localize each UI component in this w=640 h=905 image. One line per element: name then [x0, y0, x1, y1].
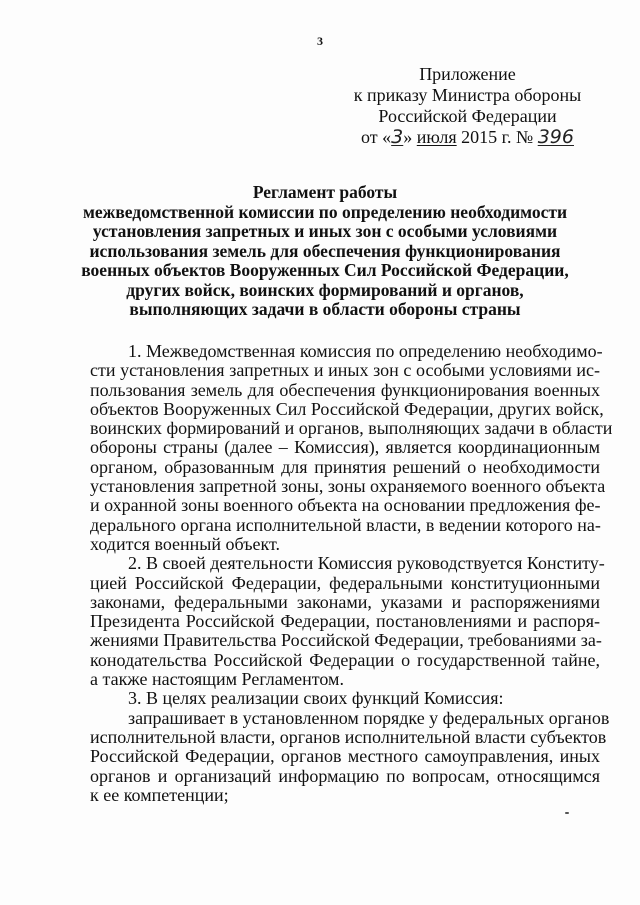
body-line: жениями Правительства Российской Федерации, требованиями за-	[90, 630, 602, 651]
heading-line: военных объектов Вооруженных Сил Российской Федерации,	[81, 260, 569, 280]
body-line: пользования земель для обеспечения функционирования военных	[90, 379, 600, 400]
body-line: 3. В целях реализации своих функций Комиссия:	[128, 688, 504, 709]
body-line: исполнительной власти, органов исполнительной власти субъектов	[90, 726, 607, 747]
body-line: 1. Межведомственная комиссия по определению необходимо-	[128, 341, 603, 361]
body-line: конодательства Российской Федерации о государственной тайне,	[90, 649, 600, 670]
body-line: запрашивает в установленном порядке у федеральных органов	[128, 707, 610, 728]
date-mid: »	[403, 127, 417, 147]
date-year: 2015 г. №	[456, 127, 538, 147]
scan-speck	[565, 812, 569, 814]
body-line: дерального органа исполнительной власти, в ведении которого на-	[90, 514, 601, 535]
body-line: и охранной зоны военного объекта на основании предложения фе-	[90, 495, 601, 516]
date-prefix: от «	[361, 127, 392, 147]
body-line: обороны страны (далее – Комиссия), является координационным	[90, 437, 600, 458]
body-line: установления запретной зоны, зоны охраняемого военного объекта	[90, 476, 606, 497]
page-number: 3	[317, 34, 323, 48]
body-line: а также настоящим Регламентом.	[90, 669, 344, 690]
body-line: органом, образованным для принятия решений о необходимости	[90, 456, 600, 477]
appendix-order-ref: к приказу Министра обороны	[353, 85, 582, 105]
order-number: 396	[537, 126, 574, 148]
appendix-federation: Российской Федерации	[378, 106, 557, 126]
body-line: цией Российской Федерации, федеральными конституционными	[90, 572, 600, 593]
body-line: ходится военный объект.	[90, 533, 281, 554]
body-line: Российской Федерации, органов местного самоуправления, иных	[90, 746, 600, 767]
document-body	[90, 341, 613, 805]
body-line: органов и организаций информацию по вопросам, относящимся	[90, 765, 600, 786]
date-month: июля	[416, 127, 457, 147]
body-line: к ее компетенции;	[90, 784, 229, 805]
body-line: объектов Вооруженных Сил Российской Федерации, других войск,	[90, 398, 604, 419]
heading-line: использования земель для обеспечения функционирования	[89, 240, 561, 261]
body-line: Президента Российской Федерации, постановлениями и распоря-	[90, 611, 600, 632]
appendix-title: Приложение	[419, 64, 516, 84]
body-line: сти установления запретных и иных зон с особыми условиями ис-	[90, 360, 600, 381]
heading-line: межведомственной комиссии по определению необходимости	[82, 201, 568, 222]
body-line: воинских формирований и органов, выполняющих задачи в области	[90, 418, 613, 439]
appendix-block	[340, 64, 595, 148]
heading-line: других войск, воинских формирований и органов,	[126, 279, 524, 300]
appendix-date-line	[340, 127, 595, 148]
body-line: 2. В своей деятельности Комиссия руководствуется Конститу-	[128, 553, 605, 574]
body-line: законами, федеральными законами, указами и распоряжениями	[90, 591, 600, 612]
date-day: 3	[391, 126, 404, 148]
heading-line: установления запретных и иных зон с особыми условиями	[92, 221, 558, 241]
heading-line: Регламент работы	[252, 182, 398, 202]
document-heading	[70, 183, 580, 320]
heading-line: выполняющих задачи в области обороны страны	[129, 299, 521, 319]
